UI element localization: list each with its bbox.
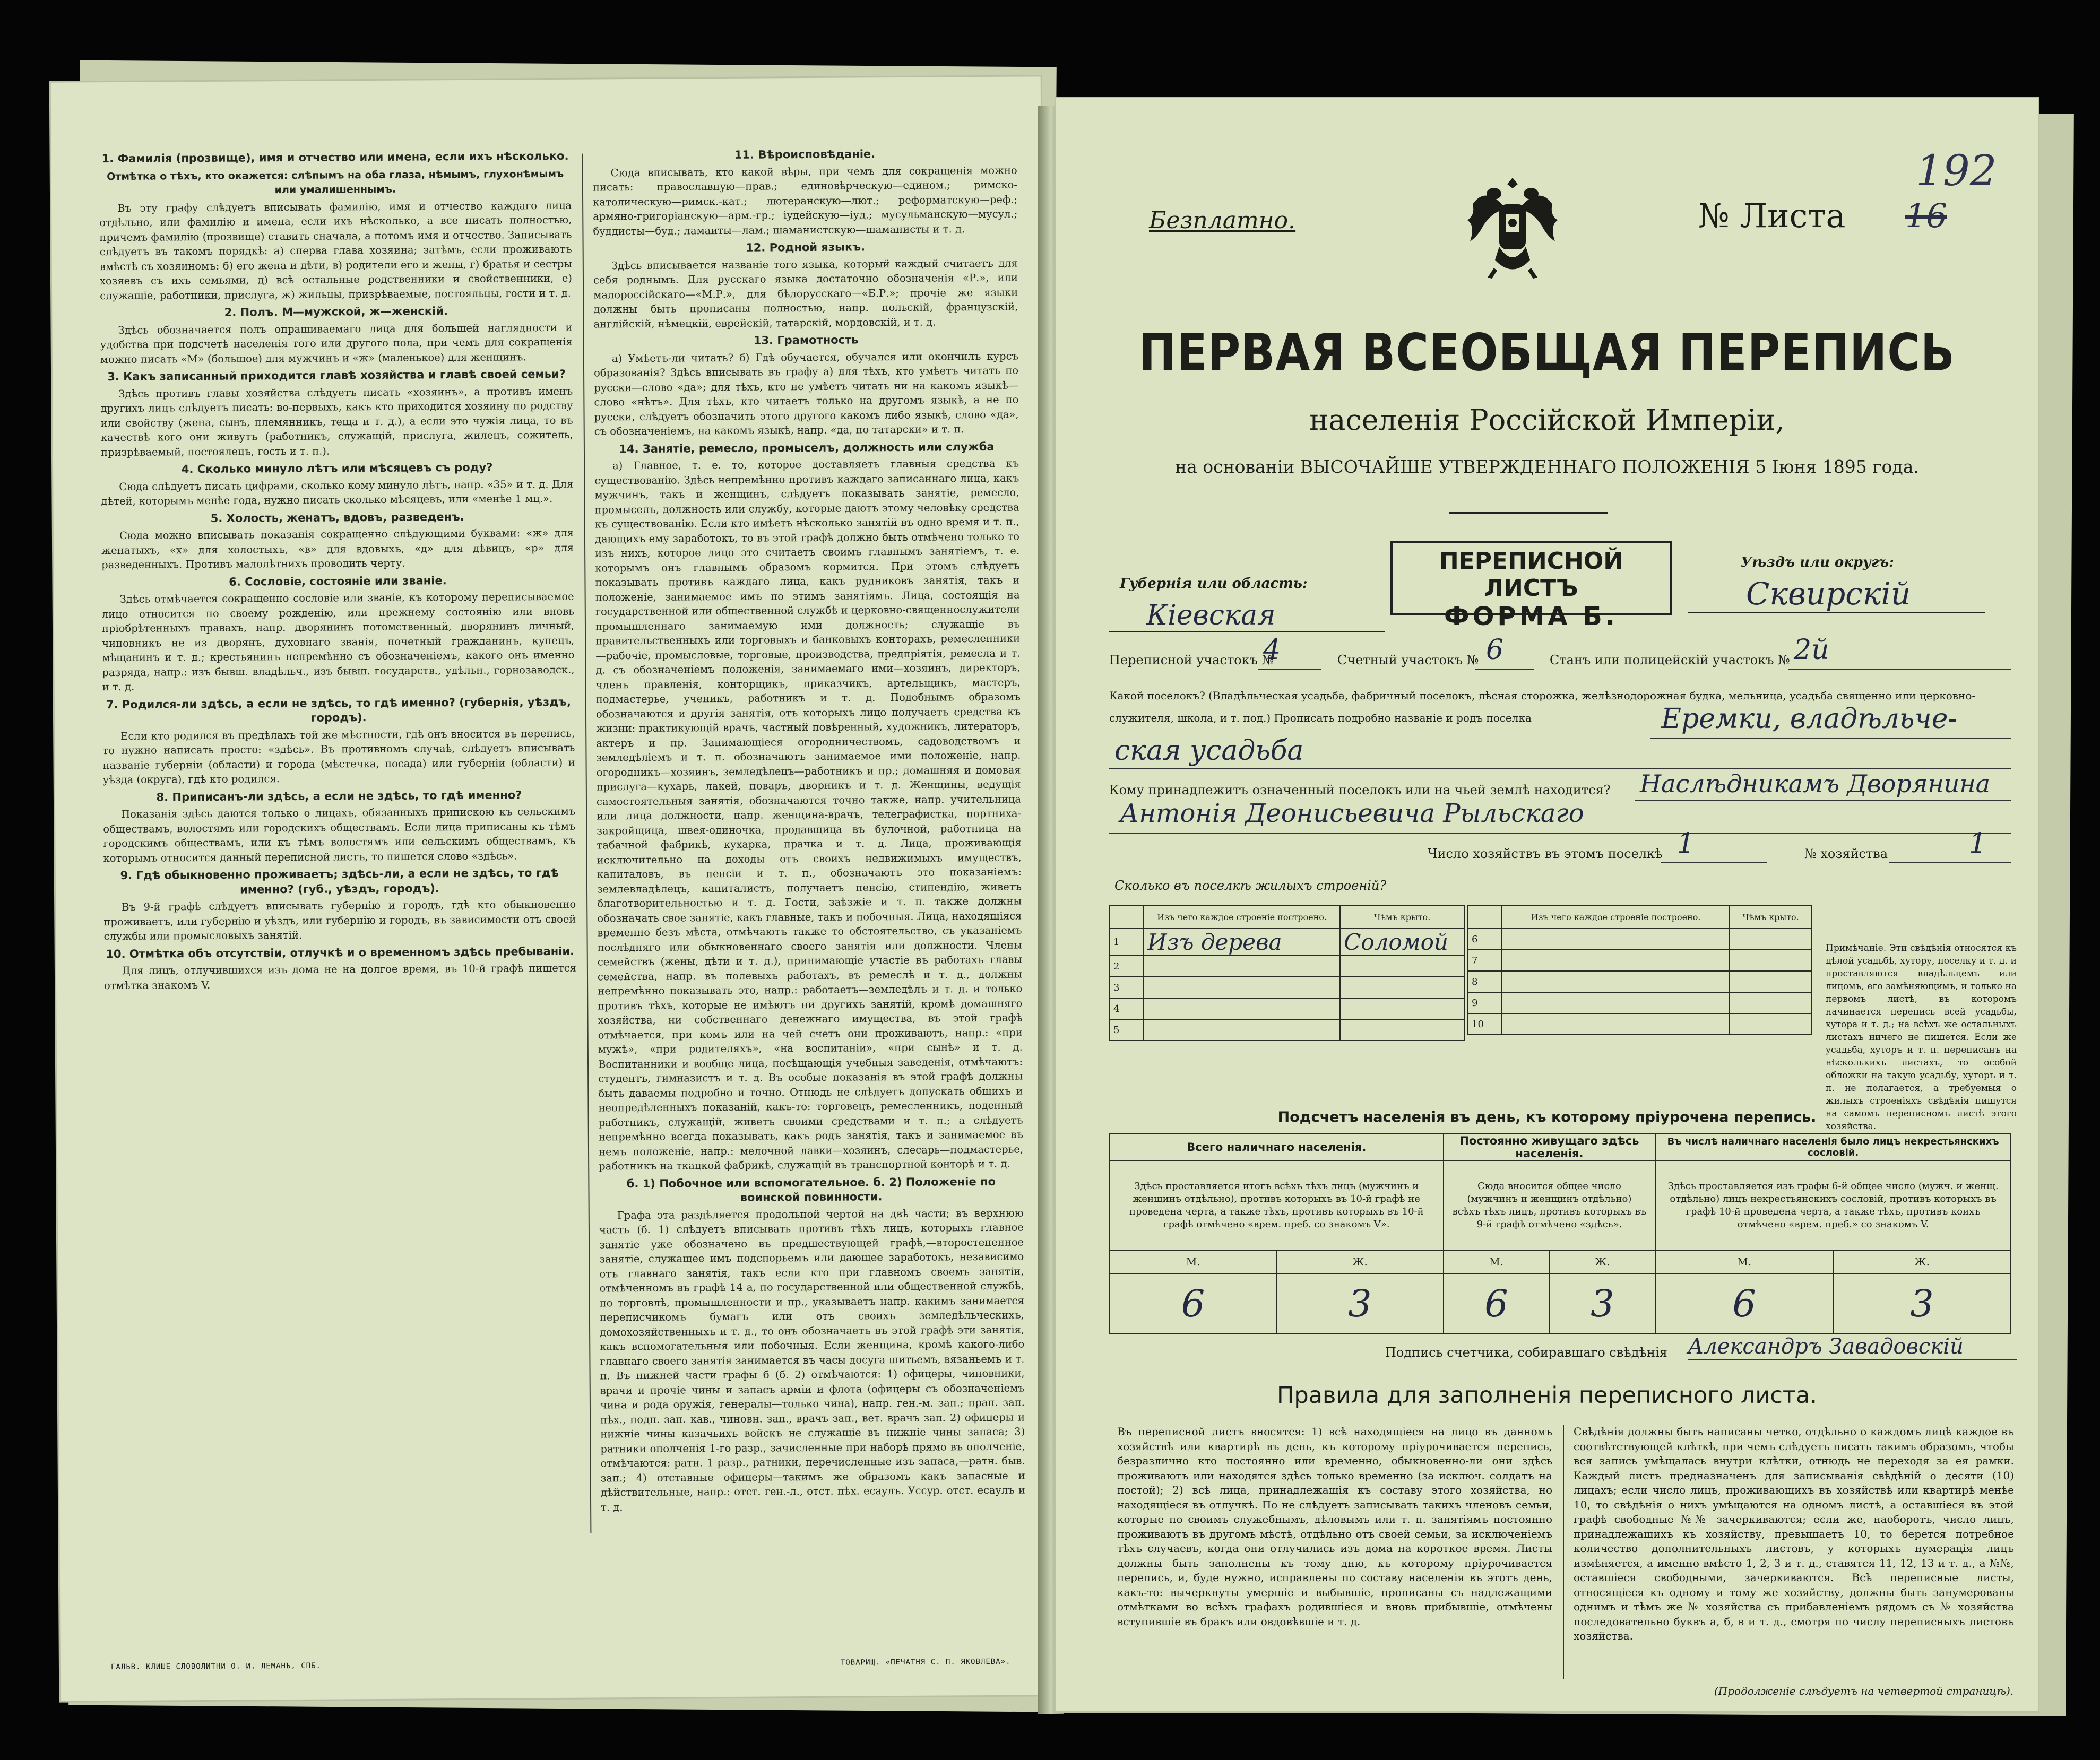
gubernia-value: Кіевская (1109, 600, 1385, 632)
instruction-text: Сюда можно вписывать показанія сокращенно слѣдующими буквами: «ж» для женатыхъ, «х» для холостыхъ, «в» для вдовыхъ, «д» для дѣвицъ, «р» для разведенныхъ. Противъ малолѣтнихъ проводить черту. (101, 526, 574, 571)
instruction-heading: 10. Отмѣтка объ отсутствіи, отлучкѣ и о временномъ здѣсь пребываніи. (106, 944, 575, 960)
uezd-label: Уѣздъ или округъ: (1741, 554, 1894, 570)
buildings-note: Примѣчаніе. Эти свѣдѣнія относятся къ цѣлой усадьбѣ, хутору, поселку и т. д. и проставляются владѣльцемъ или лицомъ, его замѣняющимъ, и только на первомъ листѣ, въ которомъ начинается перепись всей усадьбы, хутора и т. д.; на всѣхъ же остальныхъ листахъ ничего не пишется. Если же усадьба, хуторъ и т. п. переписанъ на нѣсколькихъ листахъ, то особой обложки на такую усадьбу, хуторъ и т. п. не полагается, а требуемыя о жилыхъ строеніяхъ свѣдѣнія пишутся на самомъ переписномъ листѣ этого хозяйства. (1826, 943, 2017, 1132)
instruction-text: Въ эту графу слѣдуетъ вписывать фамилію, имя и отчество каждаго лица отдѣльно, или фамилію и имена, если ихъ нѣсколько, а все писать полностью, причемъ фамилію (прозвище) ставить сначала, а потомъ имя и отчество. Записывать слѣдуетъ въ такомъ порядкѣ: а) сперва глава хозяина; затѣмъ, если проживаютъ вмѣстѣ съ хозяиномъ: б) его жена и дѣти, в) родители его и жены, г) братья и сестры хозяевъ съ ихъ семьями, д) всѣ остальные родственники и свойственники, е) служащіе, работники, прислуга, ж) жильцы, призрѣваемые, постояльцы, гости и т. д. (99, 199, 573, 302)
printer-credit-right: ТОВАРИЩ. «ПЕЧАТНЯ С. П. ЯКОВЛЕВА». (840, 1657, 1011, 1667)
material-cell: Изъ дерева (1144, 929, 1340, 956)
underline (1889, 862, 2011, 863)
row-number: 5 (1110, 1019, 1144, 1041)
row-number: 6 (1468, 929, 1502, 950)
underline (1109, 833, 2011, 834)
instruction-heading: 11. Вѣроисповѣданіе. (734, 148, 876, 161)
form-code: ФОРМА Б. (1444, 602, 1619, 631)
nonpeasant-male: 6 (1655, 1273, 1833, 1334)
instruction-text: Если кто родился въ предѣлахъ той же мѣстности, гдѣ онъ вносится въ перепись, то нужно написать просто: «здѣсь». Въ противномъ случаѣ, слѣдуетъ вписывать названіе губерніи (области) и города (мѣстечка, посада) или губерніи (области) и уѣзда (округа), гдѣ кто родился. (102, 727, 575, 786)
sheet-number-value: 16 (1905, 196, 1947, 235)
census-basis: на основаніи ВЫСОЧАЙШЕ УТВЕРЖДЕННАГО ПОЛОЖЕНІЯ 5 Іюня 1895 года. (1175, 456, 1919, 477)
roof-cell (1340, 1019, 1464, 1041)
instructions-column-1 (99, 146, 576, 996)
instruction-text: Для лицъ, отлучившихся изъ дома не на долгое время, въ 10-й графѣ пишется отмѣтка знакомъ V. (104, 961, 576, 992)
settlement-label: Какой поселокъ? (Владѣльческая усадьба, фабричный поселокъ, лѣсная сторожка, желѣзнодорожная будка, мельница, усадьба священно или церковно-служителя, школа, и т. под.) Прописать подробно названіе и родъ поселка (1109, 689, 1976, 724)
instruction-text: Сюда вписывать, кто какой вѣры, при чемъ для сокращенія можно писать: православную—прав.; единовѣрческую—едином.; римско-католическую—римск.-кат.; лютеранскую—лют.; реформатскую—реф.; армяно-григоріанскую—арм.-гр.; іудейскую—іуд.; мусульманскую—мусул.; буддисты—буд.; ламаиты—лам.; шаманистскую—шаманисты и т. д. (592, 164, 1018, 237)
instruction-text: Въ 9-й графѣ слѣдуетъ вписывать губернію и городъ, гдѣ кто обыкновенно проживаетъ, или губернію и уѣздъ, или губернію и городъ, въ зависимости отъ своей службы или промысловыхъ занятій. (103, 898, 576, 943)
enumerator-signature: Александръ Завадовскій (1688, 1334, 2017, 1360)
rules-column-1: Въ переписной листъ вносятся: 1) всѣ находящіеся на лицо въ данномъ хозяйствѣ или квартирѣ въ день, къ которому пріурочивается перепись, безразлично кто постоянно или временно, обыкновенно-ли они здѣсь проживаютъ или находятся здѣсь только временно (за исключ. солдатъ на постой); 2) всѣ лица, принадлежащія къ составу этого хозяйства, но находящіеся въ отлучкѣ. По не слѣдуетъ записывать такихъ членовъ семьи, которые по своимъ служебнымъ, дѣловымъ или т. п. занятіямъ постоянно проживаютъ въ другомъ мѣстѣ, отдѣльно отъ своей семьи, за исключеніемъ тѣхъ случаевъ, когда они отлучились изъ дома на короткое время. Листы должны быть заполнены къ тому дню, къ которому пріурочивается перепись, и, буде нужно, исправлены по составу населенія въ этотъ день, какъ-то: вычеркнуты умершіе и выбывшіе, прописаны съ надлежащими отмѣтками во всѣхъ графахъ родившіеся и вновь прибывшіе, отмѣчены вступившіе въ бракъ или овдовѣвшіе и т. д. (1117, 1425, 1552, 1628)
instruction-text: Здѣсь противъ главы хозяйства слѣдуетъ писать «хозяинъ», а противъ именъ другихъ лицъ слѣдуетъ писать: во-первыхъ, какъ кто приходится хозяину по родству или свойству (жена, сынъ, племянникъ, теща и т. д.), а если это чужія лица, то въ качествѣ кого они живутъ (работникъ, служащій, прислуга, жилецъ, сожитель, призрѣваемый, постоялецъ, гость и т. п.). (100, 385, 573, 458)
nonpeasant-female: 3 (1833, 1273, 2011, 1334)
printer-credit-left: ГАЛЬВ. КЛИШЕ СЛОВОЛИТНИ О. И. ЛЕМАНЪ, СПБ. (110, 1661, 322, 1672)
stan-value: 2й (1794, 634, 1829, 666)
row-number: 7 (1468, 950, 1502, 971)
table-row (1110, 1019, 1464, 1041)
population-count-table (1109, 1133, 2011, 1334)
roof-cell: Соломой (1340, 929, 1464, 956)
uezd-value: Сквирскій (1688, 576, 1985, 613)
col-material: Изъ чего каждое строеніе построено. (1144, 905, 1340, 929)
underline (1661, 862, 1767, 863)
row-number: 4 (1110, 998, 1144, 1019)
title-divider (1449, 512, 1608, 514)
households-label: Число хозяйствъ въ этомъ поселкѣ (1428, 846, 1663, 861)
underline (1258, 669, 1321, 670)
census-subtitle: населенія Россійской Имперіи, (1309, 403, 1785, 437)
settlement-value-line2: ская усадьба (1114, 735, 1304, 767)
underline (1635, 800, 2011, 801)
instruction-heading: 9. Гдѣ обыкновенно проживаетъ; здѣсь-ли, а если не здѣсь, то гдѣ именно? (губ., уѣздъ, городъ). (120, 866, 559, 896)
rules-column-2: Свѣдѣнія должны быть написаны четко, отдѣльно о каждомъ лицѣ каждое въ соотвѣтствующей клѣткѣ, при чемъ слѣдуетъ писать такимъ образомъ, чтобы вся запись умѣщалась внутри клѣтки, отнюдь не переходя за ея рамки. Каждый листъ предназначенъ для записыванія свѣдѣній о десяти (10) лицахъ; если число лицъ, проживающихъ въ хозяйствѣ или квартирѣ менѣе 10, то свѣдѣнія о нихъ умѣщаются на одномъ листѣ, а оставшіеся въ этой графѣ свободные №№ зачеркиваются; если же, наоборотъ, число лицъ, принадлежащихъ къ хозяйству, превышаетъ 10, то берется потребное количество дополнительныхъ листовъ, у которыхъ нумерація лицъ измѣняется, а именно вмѣсто 1, 2, 3 и т. д., ставятся 11, 12, 13 и т. д., а №№, оставшіеся свободными, зачеркиваются. Всѣ переписные листы, относящіеся къ одному и тому же хозяйству, должны быть занумерованы однимъ и тѣмъ же № хозяйства съ прибавленіемъ рядомъ съ № хозяйства последовательно буквъ а, б, в и т. д., смотря по числу переписныхъ листовъ хозяйства. (1574, 1425, 2014, 1642)
form-title: ПЕРЕПИСНОЙ ЛИСТЪ (1439, 548, 1623, 602)
female-header: Ж. (1833, 1250, 2011, 1273)
material-cell (1144, 956, 1340, 977)
underline (1475, 669, 1534, 670)
household-no-value: 1 (1969, 828, 1987, 860)
owner-label: Кому принадлежитъ означенный поселокъ или на чьей землѣ находится? (1109, 783, 1611, 797)
total-female: 3 (1276, 1273, 1443, 1334)
instruction-subheading: Отмѣтка о тѣхъ, кто окажется: слѣпымъ на оба глаза, нѣмымъ, глухонѣмымъ или умалишеннымъ. (107, 168, 564, 196)
settlement-value-line1: Еремки, владѣльче- (1661, 703, 1958, 735)
instruction-heading: 14. Занятіе, ремесло, промыселъ, должность или служба (619, 440, 995, 455)
table-row (1110, 956, 1464, 977)
female-header: Ж. (1549, 1250, 1655, 1273)
instruction-text: Графа эта раздѣляется продольной чертой на двѣ части; въ верхнюю часть (б. 1) слѣдуетъ вписывать противъ тѣхъ лицъ, которыхъ главное занятіе уже обозначено въ предшествующей графѣ,—второстепенное занятіе, служащее имъ подспорьемъ или дающее заработокъ, независимо отъ главнаго занятія, такъ если кто при главномъ своемъ занятіи, отмѣченномъ въ графѣ 14 а, по государственной или общественной службѣ, по торговлѣ, промышленности и пр., указываетъ напр. какимъ занимается переписчикомъ бумагъ или отъ своихъ земледѣльческихъ, домохозяйственныхъ и т. д., то онъ обозначаетъ въ этой графѣ эти занятія, какъ вспомогательныя или побочныя. Если женщина, кромѣ какого-либо главнаго своего занятія занимается въ часы досуга шитьемъ, вязаньемъ и т. п. Въ нижней части графы б (б. 2) отмѣчаются: 1) офицеры, чиновники, врачи и прочіе чины и запасъ арміи и флота (офицеры съ обозначеніемъ чина и рода оружія, генералы—только чина), напр. ген.-м. зап.; прап. зап. пѣх., подп. зап. кав., чиновн. зап., врачъ зап., вет. врачъ зап. 2) офицеры и нижніе чины казачьихъ войскъ не служащіе въ нижніе чины запаса; 3) ратники ополченія 1-го разр., зачисленные при наборѣ прямо въ ополченіе, отмѣчаются: ратн. 1 разр., ратники, перечисленные изъ запаса,—ратн. быв. зап.; 4) отставные офицеры—такимъ же образомъ какъ запасные и дѣйствительные, напр.: отст. ген.-л., отст. пѣх. есаулъ. Уссур. отст. есаулъ и т. д. (599, 1207, 1026, 1513)
calc-desc-total: Здѣсь проставляется итогъ всѣхъ тѣхъ лицъ (мужчинъ и женщинъ отдѣльно), противъ которыхъ въ 10-й графѣ не проведена черта, а также тѣхъ, противъ которыхъ въ 10-й графѣ отмѣчено «врем. преб. со знакомъ V». (1110, 1161, 1444, 1250)
row-number: 1 (1110, 929, 1144, 956)
instruction-heading: 6. Сословіе, состояніе или званіе. (229, 574, 447, 588)
table-row (1468, 929, 1812, 950)
column-divider (582, 154, 592, 1533)
col-material: Изъ чего каждое строеніе построено. (1502, 905, 1730, 929)
calc-desc-nonpeasant: Здѣсь проставляется изъ графы 6-й общее число (мужч. и женщ. отдѣльно) лицъ некрестьянскихъ сословій, противъ которыхъ въ графѣ 10-й проведена черта, а также тѣхъ, противъ коихъ отмѣчено «врем. преб.» со знакомъ V. (1655, 1161, 2011, 1250)
instruction-text: Сюда слѣдуетъ писать цифрами, сколько кому минуло лѣтъ, напр. «35» и т. д. Для дѣтей, которымъ менѣе года, нужно писать сколько мѣсяцевъ, или «менѣе 1 мц.». (101, 478, 574, 508)
buildings-table-left (1109, 905, 1465, 1041)
archive-sheet-number: 192 (1916, 146, 1997, 195)
instruction-heading: 8. Приписанъ-ли здѣсь, а если не здѣсь, то гдѣ именно? (156, 788, 522, 804)
calc-header-total: Всего наличнаго населенія. (1110, 1133, 1444, 1161)
calc-header-resident: Постоянно живущаго здѣсь населенія. (1444, 1133, 1656, 1161)
perepisnoy-label: Переписной участокъ № (1109, 653, 1274, 667)
free-label: Безплатно. (1149, 207, 1296, 234)
continued-note: (Продолженіе слѣдуетъ на четвертой страницѣ). (1714, 1685, 2014, 1697)
calc-header-nonpeasant: Въ числѣ наличнаго населенія было лицъ некрестьянскихъ сословій. (1655, 1133, 2011, 1161)
enumerator-signature-label: Подпись счетчика, собиравшаго свѣдѣнія (1385, 1345, 1667, 1360)
material-cell (1144, 1019, 1340, 1041)
population-count-title: Подсчетъ населенія въ день, къ которому пріурочена перепись. (1277, 1109, 1817, 1125)
instruction-heading: 7. Родился-ли здѣсь, а если не здѣсь, то гдѣ именно? (губернія, уѣздъ, городъ). (106, 695, 571, 724)
roof-cell (1340, 956, 1464, 977)
resident-male: 6 (1444, 1273, 1550, 1334)
instruction-heading: 5. Холость, женатъ, вдовъ, разведенъ. (210, 510, 464, 525)
table-row (1110, 929, 1464, 956)
table-row (1468, 992, 1812, 1013)
material-cell (1144, 998, 1340, 1019)
instruction-text: а) Умѣетъ-ли читать? б) Гдѣ обучается, обучался или окончилъ курсъ образованія? Здѣсь вписывать въ графу а) для тѣхъ, кто умѣетъ читать по русски—слово «да»; для тѣхъ, кто не умѣетъ читать ни на какомъ языкѣ—слово «нѣтъ». Для тѣхъ, кто читаетъ только на другомъ языкѣ, а не по русски, слѣдуетъ обозначить этого другого какомъ либо языкѣ, слово «да», съ обозначеніемъ, на какомъ языкѣ, напр. «да, по татарски» и т. п. (593, 350, 1019, 438)
male-header: М. (1444, 1250, 1550, 1273)
households-value: 1 (1677, 828, 1695, 860)
double-headed-eagle-icon (1462, 172, 1563, 281)
roof-cell (1340, 977, 1464, 998)
row-number: 2 (1110, 956, 1144, 977)
census-form-page (1056, 98, 2038, 1711)
schetny-value: 6 (1486, 634, 1504, 666)
rules-divider (1563, 1425, 1564, 1679)
total-male: 6 (1110, 1273, 1276, 1334)
table-row (1468, 950, 1812, 971)
col-roof: Чѣмъ крыто. (1340, 905, 1464, 929)
material-cell (1144, 977, 1340, 998)
resident-female: 3 (1549, 1273, 1655, 1334)
instruction-heading: 4. Сколько минуло лѣтъ или мѣсяцевъ съ роду? (181, 461, 493, 476)
instruction-heading: 12. Родной языкъ. (746, 240, 866, 254)
row-number: 9 (1468, 992, 1502, 1013)
instruction-heading: 3. Какъ записанный приходится главѣ хозяйства и главѣ своей семьи? (107, 367, 566, 384)
table-row (1468, 971, 1812, 992)
table-row (1468, 1013, 1812, 1035)
census-main-title: ПЕРВАЯ ВСЕОБЩАЯ ПЕРЕПИСЬ (1139, 322, 1955, 383)
female-header: Ж. (1276, 1250, 1443, 1273)
instruction-heading: 1. Фамилія (прозвище), имя и отчество или имена, если ихъ нѣсколько. (101, 149, 569, 166)
instruction-heading: 13. Грамотность (753, 333, 859, 347)
instruction-text: Здѣсь вписывается названіе того языка, который каждый считаетъ для себя роднымъ. Для русскаго языка достаточно обозначенія «Р.», или малороссійскаго—«М.Р.», для бѣлорусскаго—«Б.Р.»; прочіе же языки должны быть прописаны полностью, напр. польскій, французскій, англійскій, нѣмецкій, еврейскій, татарскій, мордовскій, и т. д. (593, 257, 1018, 330)
row-number: 10 (1468, 1013, 1502, 1035)
male-header: М. (1110, 1250, 1276, 1273)
household-no-label: № хозяйства (1804, 846, 1888, 861)
rules-title: Правила для заполненія переписного листа. (1277, 1382, 1817, 1409)
underline (1109, 768, 2011, 769)
gubernia-label: Губернія или область: (1120, 576, 1308, 592)
schetny-label: Счетный участокъ № (1337, 653, 1479, 667)
buildings-table-right (1467, 905, 1812, 1035)
roof-cell (1340, 998, 1464, 1019)
owner-value-line1: Наслѣдникамъ Дворянина (1640, 769, 1990, 798)
instructions-column-2 (592, 143, 1025, 1518)
perepisnoy-value: 4 (1263, 634, 1281, 666)
buildings-label: Сколько въ поселкѣ жилыхъ строеній? (1114, 878, 1387, 893)
table-row (1110, 998, 1464, 1019)
table-row (1110, 977, 1464, 998)
row-number: 3 (1110, 977, 1144, 998)
left-page-instructions (51, 76, 1051, 1701)
owner-value-line2: Антонія Деонисьевича Рыльскаго (1120, 799, 1584, 828)
instruction-heading: б. 1) Побочное или вспомогательное. б. 2) Положеніе по воинской повинности. (626, 1175, 996, 1204)
instruction-text: Здѣсь отмѣчается сокращенно сословіе или званіе, къ которому переписываемое лицо относится по своему рожденію, или прежнему состоянію или вновь пріобрѣтенныхъ правахъ, напр. дворянинъ потомственный, дворянинъ личный, чиновникъ не из дворянъ, духовнаго званія, почетный гражданинъ, купецъ, мѣщанинъ и т. д.; крестьянинъ непремѣнно съ обозначеніемъ, какого онъ именно разряда, напр.: изъ бывш. владѣльч., изъ бывш. государств., удѣльн., горнозаводск., и т. д. (101, 590, 575, 693)
instruction-text: Показанія здѣсь даются только о лицахъ, обязанныхъ припискою къ сельскимъ обществамъ, волостямъ или городскихъ обществамъ. Если лица приписаны къ тѣмъ городскимъ обществамъ, или къ тѣмъ волостямъ или сельскимъ обществамъ, къ которымъ относится данный переписной листъ, то пишется слово «здѣсь». (103, 805, 576, 864)
underline (1788, 669, 2011, 670)
sheet-number-label: № Листа (1698, 196, 1846, 235)
form-title-box (1390, 541, 1672, 631)
instruction-text: а) Главное, т. е. то, которое доставляетъ главныя средства къ существованію. Здѣсь непремѣнно противъ каждаго записаннаго лица, какъ мужчинъ, такъ и женщинъ, слѣдуетъ показывать занятіе, ремесло, промыселъ, должность или службу, которые даютъ этому человѣку средства къ существованію. Если кто имѣетъ нѣсколько занятій въ одно время и т. п., дающихъ ему заработокъ, то въ этой графѣ должно быть отмѣчено только то изъ нихъ, которое лицо это считаетъ своимъ главнымъ занятіемъ, т. е. которымъ онъ главнымъ образомъ кормится. При этомъ слѣдуетъ показывать противъ каждаго лица, какъ рудниковъ занятія, такъ и положеніе, занимаемое имъ по этимъ занятіямъ. Лица, состоящія на государственной или общественной службѣ и церковно-священнослужители промышленнаго занимаемую ими должность; служащіе въ правительственныхъ или торговыхъ и банковыхъ конторахъ, ремесленники—рабочіе, промысловые, торговые, производства, предпріятія, ремесла и т. д. съ обозначеніемъ положенія, занимаемаго ими—хозяинъ, директоръ, членъ правленія, конторщикъ, приказчикъ, артельщикъ, мастеръ, подмастерье, ученикъ, работникъ и т. д. Подобнымъ образомъ обозначаются и другія занятія, отъ которыхъ лицо получаетъ средства къ жизни: практикующій врачъ, частный повѣренный, художникъ, литераторъ, актеръ и пр. Занимающіеся огородничествомъ, садоводствомъ и земледѣліемъ и т. п. обозначаютъ занимаемое ими положеніе, напр. огородникъ—хозяинъ, земледѣлецъ—работникъ и пр.; домашняя и домовая прислуга—кухарь, лакей, поваръ, дворникъ и т. д. Женщины, ведущія самостоятельныя занятія, обозначаются точно также, напр. учительница или лица должности, напр. женщина-врачъ, телеграфистка, портниха-закройщица, швея-одиночка, продавщица въ булочной, работница на табачной фабрикѣ, кухарка, прачка и т. д. Лица, проживающія исключительно на доходы отъ своихъ недвижимыхъ имуществъ, капиталовъ, въ пенсіи и т. п., обозначаютъ это показаніемъ: землевладѣлецъ, капиталистъ, получаетъ пенсію, стипендію, живетъ благотворительностью и т. д. Гости, заѣзжіе и т. п. также должны обозначать свое занятіе, какъ главные, такъ и побочныя. Лица, находящіяся временно безъ мѣста, отмѣчаютъ также то обстоятельство, съ указаніемъ послѣдняго или обыкновеннаго своего занятія или должности. Члены семействъ (жены, дѣти и т. д.), принимающіе участіе въ работахъ главы семейства, напр. въ полевыхъ работахъ, въ ремеслѣ и т. д., должны непремѣнно показывать это, напр.: работаетъ—земледѣлъ и т. д. и только противъ тѣхъ, которые не имѣютъ ни другихъ занятій, кромѣ домашняго хозяйства, ни собственнаго денежнаго имущества, въ этой графѣ отмѣчается, при комъ или на чей счетъ они проживаютъ, напр.: «при мужѣ», «при родителяхъ», «на воспитаніи», «при сынѣ» и т. д. Воспитанники и вообще лица, посѣщающія учебныя заведенія, отмѣчаютъ: студентъ, гимназистъ и т. д. Въ особые показанія въ этой графѣ должны быть даваемы подробно и точно. Отнюдь не слѣдуетъ допускать общихъ и неопредѣленныхъ показаній, какъ-то: торговецъ, ремесленникъ, поденный работникъ, служащій, живетъ своими средствами и т. п.; а слѣдуетъ непремѣнно всегда показывать, какъ родъ занятія, такъ и занимаемое въ немъ положеніе, напр.: мелочной лавки—хозяинъ, слесарь—подмастерье, работникъ на ткацкой фабрикѣ, служащій въ транспортной конторѣ и т. д. (594, 457, 1024, 1173)
row-number: 8 (1468, 971, 1502, 992)
stan-label: Станъ или полицейскій участокъ № (1550, 653, 1790, 667)
calc-desc-resident: Сюда вносится общее число (мужчинъ и женщинъ отдѣльно) всѣхъ тѣхъ лицъ, противъ которыхъ въ 9-й графѣ отмѣчено «здѣсь». (1444, 1161, 1656, 1250)
instruction-heading: 2. Полъ. М—мужской, ж—женскій. (224, 305, 448, 319)
male-header: М. (1655, 1250, 1833, 1273)
instruction-text: Здѣсь обозначается полъ опрашиваемаго лица для большей наглядности и удобства при подсчетѣ населенія того или другого пола, при чемъ для сокращенія можно писать «М» (большое) для мужчинъ и «ж» (маленькое) для женщинъ. (100, 321, 573, 366)
col-roof: Чѣмъ крыто. (1730, 905, 1812, 929)
underline (1650, 738, 2011, 739)
